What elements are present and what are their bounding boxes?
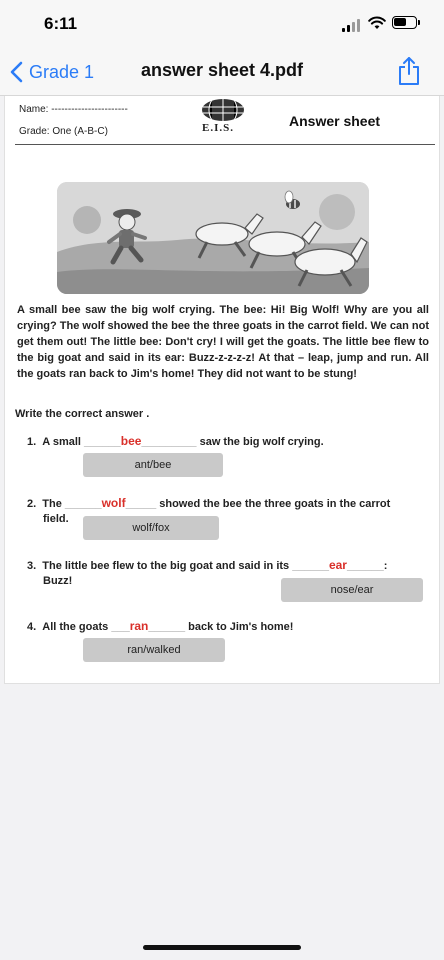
story-illustration: [57, 182, 369, 294]
question-text-after: back to Jim's home!: [188, 621, 294, 633]
options-box: ant/bee: [83, 453, 223, 477]
battery-icon: [392, 16, 417, 29]
pdf-page: [4, 96, 440, 684]
answer-text: bee: [120, 434, 142, 448]
answer-text: wolf: [101, 496, 126, 510]
question-4: [27, 619, 293, 634]
header-divider: [15, 144, 435, 145]
question-text-before: All the goats: [42, 621, 109, 633]
cellular-signal-icon: [342, 18, 362, 32]
question-2: [27, 496, 437, 511]
answer-blank: ______wolf_____: [64, 496, 157, 510]
wifi-icon: [368, 16, 386, 30]
sheet-title: Answer sheet: [289, 113, 381, 129]
options-box: ran/walked: [83, 638, 225, 662]
question-continuation: Buzz!: [43, 575, 73, 587]
options-box: wolf/fox: [83, 516, 219, 540]
question-text-before: The little bee flew to the big goat and said in its: [42, 560, 290, 572]
question-text-before: A small: [42, 436, 81, 448]
question-number: 4.: [27, 621, 37, 633]
home-indicator[interactable]: [143, 945, 301, 950]
grade-label: Grade: One (A-B-C): [19, 126, 108, 137]
question-text-after: showed the bee the three goats in the carrot: [159, 498, 391, 510]
answer-text: ear: [328, 558, 347, 572]
back-button-label: Grade 1: [29, 61, 95, 82]
question-number: 2.: [27, 498, 37, 510]
share-icon[interactable]: [396, 56, 422, 86]
options-box: nose/ear: [281, 578, 423, 602]
status-bar: [0, 0, 444, 48]
question-continuation: field.: [43, 513, 69, 525]
question-number: 3.: [27, 560, 37, 572]
name-field-label: Name: -----------------------: [19, 104, 128, 115]
globe-logo-icon: [199, 98, 247, 122]
instruction-text: Write the correct answer .: [15, 408, 150, 420]
school-logo-text: E.I.S.: [202, 122, 234, 134]
answer-blank: ______ear______: [292, 558, 384, 572]
question-text-before: The: [42, 498, 62, 510]
navigation-bar: [0, 48, 444, 96]
answer-blank: ___ran______: [111, 619, 186, 633]
story-text: A small bee saw the big wolf crying. The bee: Hi! Big Wolf! Why are you all crying? The wolf showed the bee the three goats in the carrot field. We can not get them out! The little bee: Don't cry! I will get the goats. The little bee flew to the big goat and said in its ear: Buzz-z-z-z-z! At that – leap, jump and run. All the goats ran back to Jim's home! They did not want to be stung!: [17, 304, 429, 380]
question-3: [27, 558, 437, 573]
answer-blank: ______bee_________: [84, 434, 197, 448]
question-1: [27, 434, 324, 449]
document-title: answer sheet 4.pdf: [140, 60, 304, 80]
question-number: 1.: [27, 436, 37, 448]
status-time: 6:11: [44, 14, 78, 33]
answer-text: ran: [129, 619, 149, 633]
question-text-after: :: [383, 560, 388, 572]
question-text-after: saw the big wolf crying.: [199, 436, 324, 448]
